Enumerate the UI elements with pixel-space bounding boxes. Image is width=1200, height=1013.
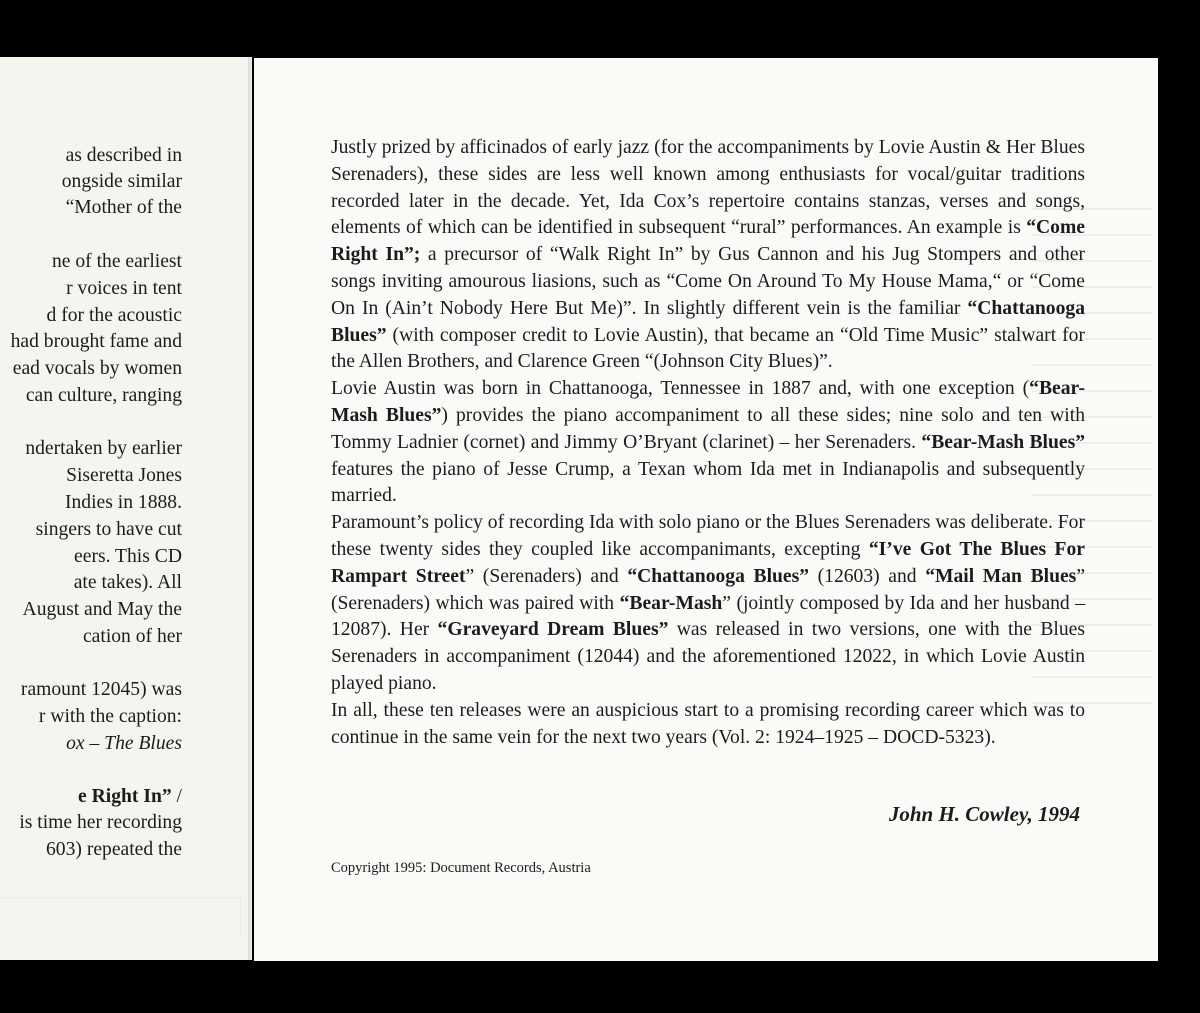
left-page-line xyxy=(66,195,182,221)
text-run: In all, these ten releases were an auspicious start to a promising recording career which was to continue in the same vein for the next two years (Vol. 2: 1924–1925 – DOCD-5323). xyxy=(331,699,1085,748)
right-page xyxy=(254,58,1158,961)
left-page-text-run: ramount 12045) was xyxy=(20,679,182,700)
left-page xyxy=(0,57,252,960)
left-page-text-run: r with the caption: xyxy=(38,706,182,727)
left-page-text-run: Siseretta Jones xyxy=(66,465,182,486)
text-run: Lovie Austin was born in Chattanooga, Tennessee in 1887 and, with one exception ( xyxy=(331,378,1030,400)
left-page-text-run: singers to have cut xyxy=(35,519,182,540)
left-page-text-run: cation of her xyxy=(82,626,182,647)
left-page-line xyxy=(83,624,182,650)
left-page-line xyxy=(46,837,182,863)
left-page-text-run: had brought fame and xyxy=(10,331,182,352)
text-run: (12603) and xyxy=(809,565,926,587)
left-page-text-run: as described in xyxy=(65,145,182,166)
left-page-line xyxy=(23,597,182,623)
text-run: was released in two versions, one with the Blues Serenaders in accompaniment (12044) and the aforementioned 12022, in which Lovie Austin played piano. xyxy=(331,619,1085,694)
liner-notes-body xyxy=(331,135,1085,751)
left-page-text-run: is time her recording xyxy=(19,812,182,833)
left-page-line xyxy=(52,249,182,275)
song-title: “Graveyard Dream Blues” xyxy=(437,619,669,641)
song-title: “Chattanooga Blues” xyxy=(627,565,810,587)
text-run: Paramount’s policy of recording Ida with solo piano or the Blues Serenaders was deliberate. For these twenty sides they coupled like accompanimants, excepting xyxy=(331,512,1085,560)
left-page-line xyxy=(66,463,182,489)
left-page-text-run: r voices in tent xyxy=(66,278,182,299)
text-run: a precursor of “Walk Right In” by Gus Cannon and his Jug Stompers and other songs inviting amourous liasions, such as “Come On Around To My House Mama,“ or “Come On In (Ain’t Nobody Here But Me)”. In slightly different vein is the familiar xyxy=(331,244,1085,319)
left-page-line xyxy=(19,810,182,836)
text-run: features the piano of Jesse Crump, a Texan whom Ida met in Indianapolis and subsequently married. xyxy=(331,458,1085,507)
left-page-line xyxy=(78,784,182,810)
left-page-line xyxy=(62,169,182,195)
song-title: “Bear-Mash Blues” xyxy=(921,431,1085,453)
left-page-line xyxy=(66,143,182,169)
song-title: “Come Right In”; xyxy=(331,217,1085,266)
left-page-line xyxy=(39,704,182,730)
left-page-text-run: ongside similar xyxy=(61,171,182,192)
left-page-text-run: “Mother of the xyxy=(65,197,182,218)
left-page-text-run: eers. This CD xyxy=(74,546,182,567)
song-title: “Chattanooga Blues” xyxy=(331,297,1085,346)
left-page-ornament xyxy=(0,897,241,938)
left-page-text-run: d for the acoustic xyxy=(46,305,182,326)
song-title: “Bear-Mash xyxy=(619,592,723,614)
left-page-line xyxy=(47,303,182,329)
left-page-text-run: 603) repeated the xyxy=(46,839,182,860)
left-page-line xyxy=(74,570,182,596)
left-page-line xyxy=(66,731,182,757)
text-run: ” (Serenaders) which was paired with xyxy=(331,565,1086,614)
left-page-text-run: ox – The Blues xyxy=(66,733,182,754)
liner-notes-paragraph xyxy=(331,135,1085,376)
liner-notes-paragraph xyxy=(331,510,1085,698)
liner-notes-paragraph xyxy=(331,698,1085,752)
author-signature: John H. Cowley, 1994 xyxy=(888,802,1080,826)
left-page-text-run: Indies in 1888. xyxy=(64,492,182,513)
left-page-line xyxy=(26,383,182,409)
copyright-notice: Copyright 1995: Document Records, Austria xyxy=(331,860,591,876)
left-page-line xyxy=(25,436,182,462)
text-run: ” (Serenaders) and xyxy=(465,565,628,587)
left-page-text-run: ead vocals by women xyxy=(12,358,182,379)
left-page-text-run: ndertaken by earlier xyxy=(25,438,182,459)
text-run: (with composer credit to Lovie Austin), that became an “Old Time Music” stalwart for the Allen Brothers, and Clarence Green “(Johnson City Blues)”. xyxy=(331,324,1085,373)
left-page-line xyxy=(36,517,182,543)
left-page-text-run: ate takes). All xyxy=(73,572,182,593)
text-run: Justly prized by afficinados of early jazz (for the accompaniments by Lovie Austin & Her Blues Serenaders), these sides are less well known among enthusiasts for vocal/guitar traditions recorded later in the decade. Yet, Ida Cox’s repertoire contains stanzas, verses and songs, elements of which can be identified in subsequent “rural” performances. An example is xyxy=(331,137,1085,239)
left-page-line xyxy=(13,356,182,382)
left-page-text-run: August and May the xyxy=(22,599,182,620)
left-page-text-run: can culture, ranging xyxy=(25,385,182,406)
left-page-text-run: ne of the earliest xyxy=(51,251,182,272)
left-page-line xyxy=(11,329,182,355)
song-title: “I’ve Got The Blues For Rampart Street xyxy=(331,538,1085,587)
left-page-line xyxy=(65,490,182,516)
left-page-text-run: / xyxy=(171,786,182,807)
left-page-line xyxy=(66,276,182,302)
song-title: “Bear-Mash Blues” xyxy=(331,378,1085,426)
left-page-text-run: e Right In” xyxy=(78,786,172,807)
liner-notes-paragraph xyxy=(331,376,1085,510)
left-page-line xyxy=(74,544,182,570)
song-title: “Mail Man Blues xyxy=(925,565,1077,587)
text-run: ) provides the piano accompaniment to all these sides; nine solo and ten with Tommy Ladnier (cornet) and Jimmy O’Bryant (clarinet) – her Serenaders. xyxy=(331,404,1085,453)
left-page-line xyxy=(21,677,182,703)
text-run: ” (jointly composed by Ida and her husband – 12087). Her xyxy=(331,592,1086,641)
